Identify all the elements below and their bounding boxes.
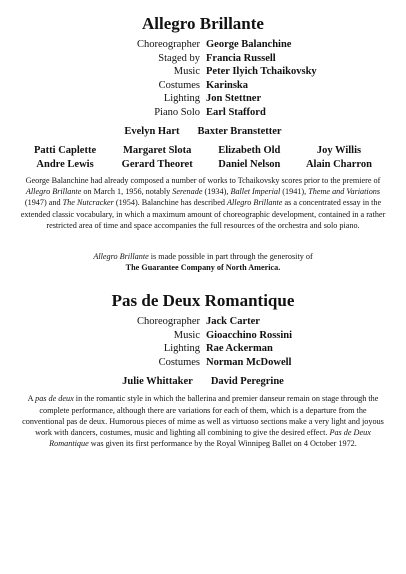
- italic-title: Pas de Deux Romantique: [49, 428, 371, 449]
- credit-role: Music: [173, 66, 200, 77]
- text-run: George Balanchine had already composed a number of works to Tchaikovsky scores prior to the premiere of: [25, 176, 381, 185]
- text-run: A: [27, 394, 36, 404]
- text-run: on March 1, 1956, notably: [81, 187, 173, 197]
- dancer-name: Patti Caplette: [34, 145, 97, 156]
- italic-title: Allegro Brillante: [93, 252, 149, 262]
- text-run: (1934),: [202, 187, 231, 197]
- dancer-name: David Peregrine: [210, 376, 284, 388]
- text-run: was given its first performance by the Royal Winnipeg Ballet on 4 October 1972.: [88, 439, 357, 449]
- dancer-name: Baxter Branstetter: [197, 126, 282, 137]
- italic-term: pas de deux: [35, 394, 74, 404]
- italic-title: The Nutcracker: [62, 198, 114, 208]
- dancer-name: Joy Willis: [316, 145, 362, 156]
- sponsor-note: [20, 251, 386, 273]
- principal-dancers-pas-de-deux: [20, 375, 386, 389]
- sponsor-name: The Guarantee Company of North America.: [125, 263, 281, 273]
- dancer-name: Gerard Theoret: [121, 158, 193, 170]
- credit-name: Rae Ackerman: [206, 343, 273, 355]
- dancer-name: Alain Charron: [305, 158, 372, 170]
- dancer-name: Daniel Nelson: [218, 158, 281, 170]
- dancer-name: Elizabeth Old: [218, 145, 281, 156]
- credit-name: George Balanchine: [206, 39, 292, 50]
- dancer-name: Julie Whittaker: [122, 376, 193, 388]
- credit-role: Choreographer: [137, 39, 200, 50]
- credit-role: Music: [173, 329, 200, 341]
- text-run: (1947) and: [24, 198, 63, 208]
- credit-role: Choreographer: [137, 316, 200, 328]
- ensemble-dancers-allegro: [20, 144, 386, 171]
- text-run: as a concentrated essay in the extended classic vocabulary, in which a maximum amount of choreographic development, contained in a rather restricted area of time and space accompanies the full resources of the orchestra and solo piano.: [20, 198, 386, 230]
- credit-role: Lighting: [163, 93, 200, 104]
- credits-allegro: [20, 38, 386, 119]
- principal-dancers-allegro: [20, 125, 386, 139]
- credit-name: Norman McDowell: [206, 356, 292, 368]
- ballet-title-pas-de-deux: Pas de Deux Romantique: [111, 291, 295, 311]
- dancer-name: Margaret Slota: [123, 145, 192, 156]
- italic-title: Serenade: [172, 187, 203, 197]
- credits-pas-de-deux: [20, 315, 386, 369]
- credit-name: Jack Carter: [206, 316, 260, 328]
- description-pas-de-deux: [20, 393, 386, 449]
- italic-title: Allegro Brillante: [25, 187, 82, 197]
- ballet-title-allegro: Allegro Brillante: [142, 14, 264, 33]
- text-run: is made possible in part through the generosity of: [148, 252, 313, 262]
- description-allegro: [20, 175, 386, 231]
- credit-name: Francia Russell: [206, 52, 276, 64]
- text-run: (1954). Balanchine has described: [113, 198, 228, 208]
- text-run: (1941),: [280, 187, 309, 197]
- italic-title: Allegro Brillante: [227, 198, 283, 208]
- credit-role: Lighting: [163, 343, 200, 355]
- credit-name: Karinska: [206, 79, 249, 91]
- credit-name: Earl Stafford: [206, 106, 266, 118]
- credit-name: Peter Ilyich Tchaikovsky: [206, 66, 317, 77]
- italic-title: Theme and Variations: [308, 187, 381, 197]
- credit-role: Piano Solo: [154, 106, 200, 118]
- credit-role: Staged by: [158, 52, 200, 64]
- dancer-name: Evelyn Hart: [124, 126, 180, 137]
- credit-name: Jon Stettner: [206, 93, 262, 104]
- dancer-name: Andre Lewis: [36, 158, 94, 170]
- credit-name: Gioacchino Rossini: [206, 329, 293, 341]
- credit-role: Costumes: [158, 356, 200, 368]
- text-run: in the romantic style in which the ballerina and premier danseur remain on stage through the complete performance, although there are variations for each of them, which is a departure from the conventional pas de deux. Humorous pieces of mime as well as virtuoso sections make a very light and joyous work with dancers, costumes, music and lighting all combining to give the desired effect.: [22, 394, 384, 438]
- credit-role: Costumes: [158, 79, 200, 91]
- italic-title: Ballet Imperial: [230, 187, 281, 197]
